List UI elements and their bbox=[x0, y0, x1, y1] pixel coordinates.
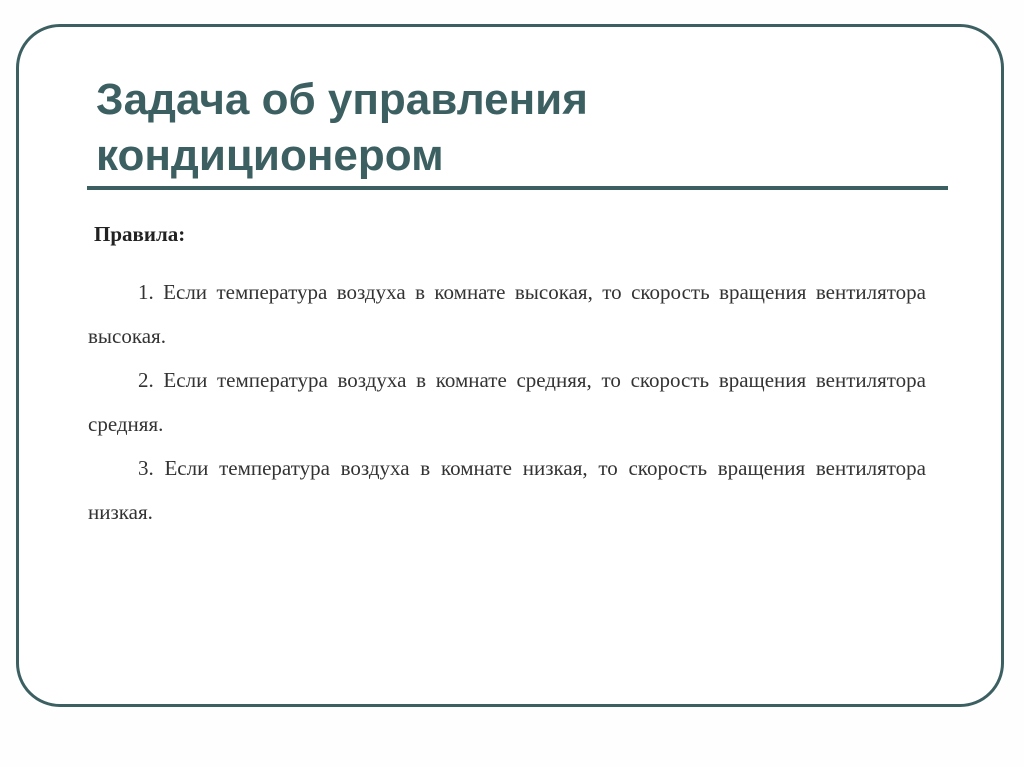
title-divider bbox=[87, 186, 948, 190]
rules-list bbox=[88, 270, 926, 534]
rule-item-2: 2. Если температура воздуха в комнате средняя, то скорость вращения вентилятора средняя. bbox=[88, 368, 926, 436]
rule-item-1: 1. Если температура воздуха в комнате высокая, то скорость вращения вентилятора высокая. bbox=[88, 280, 926, 348]
rules-label: Правила: bbox=[94, 222, 186, 246]
slide-title: Задача об управления кондиционером bbox=[96, 75, 588, 180]
rule-item-3: 3. Если температура воздуха в комнате низкая, то скорость вращения вентилятора низкая. bbox=[88, 456, 926, 524]
